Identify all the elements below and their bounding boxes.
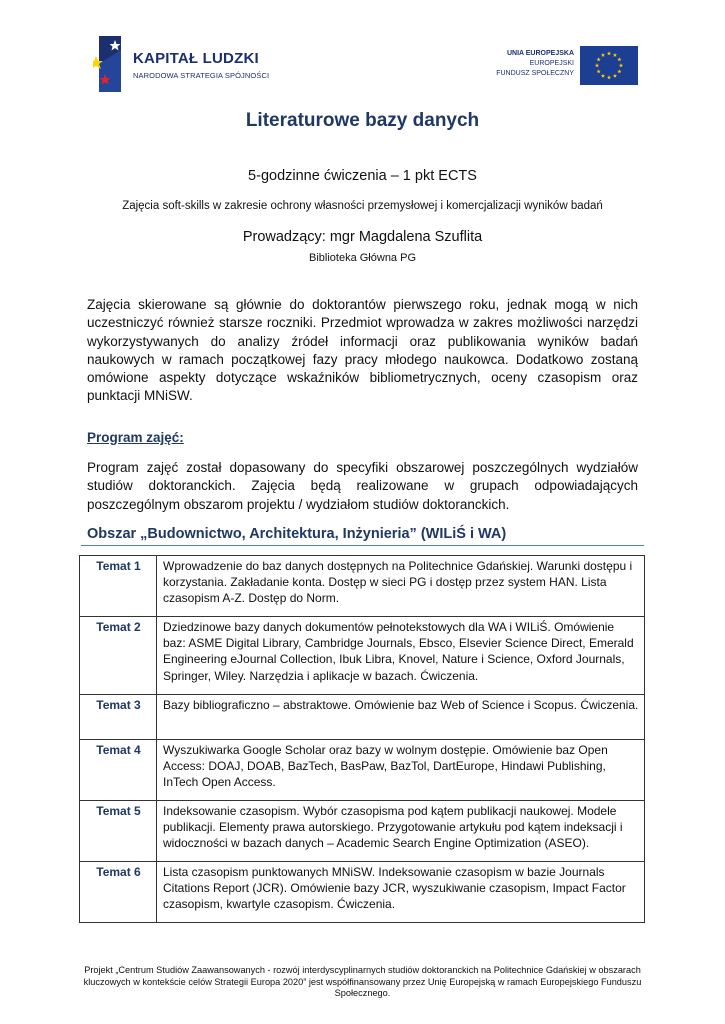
page-header [0, 0, 725, 100]
topic-label: Temat 2 [80, 617, 157, 695]
topic-text: Dziedzinowe bazy danych dokumentów pełnotekstowych dla WA i WILiŚ. Omówienie baz: ASME Digital Library, Cambridge Journals, Ebsco, Elsevier Science Direct, Emerald Engineering eJournal Collection, Ibuk Libra, Knovel, Nature i Science, Oxford Journals, Springer, Wiley. Narzędzia i aplikacje w bazach. Ćwiczenia. [157, 617, 645, 695]
eu-line-2: EUROPEJSKI [529, 60, 574, 67]
table-row [80, 740, 645, 801]
topic-text: Bazy bibliograficzno – abstraktowe. Omówienie baz Web of Science i Scopus. Ćwiczenia. [157, 695, 645, 740]
area-heading-underline [81, 545, 644, 546]
topic-label: Temat 4 [80, 740, 157, 801]
topic-text: Wprowadzenie do baz danych dostępnych na Politechnice Gdańskiej. Warunki dostępu i korzystania. Zakładanie konta. Dostęp w sieci PG i dostęp przez system HAN. Lista czasopism A-Z. Dostęp do Norm. [157, 556, 645, 617]
course-subtitle: 5-godzinne ćwiczenia – 1 pkt ECTS [248, 168, 477, 184]
course-description: Zajęcia soft-skills w zakresie ochrony własności przemysłowej i komercjalizacji wyników badań [122, 200, 603, 212]
page-footer: Projekt „Centrum Studiów Zaawansowanych - rozwój interdyscyplinarnych studiów doktoranckich na Politechnice Gdańskiej w obszarach kluczowych w kontekście celów Strategii Europa 2020” jest współfinansowany przez Unię Europejską w ramach Europejskiego Funduszu Społecznego. [83, 965, 642, 998]
kapital-ludzki-emblem-icon [93, 34, 123, 94]
eu-line-1: UNIA EUROPEJSKA [506, 50, 574, 57]
topic-label: Temat 3 [80, 695, 157, 740]
intro-paragraph: Zajęcia skierowane są głównie do doktorantów pierwszego roku, jednak mogą w nich uczestniczyć również starsze roczniki. Przedmiot wprowadza w zakres możliwości narzędzi wykorzystywanych do analizy źródeł informacji oraz publikowania wyników badań naukowych w ramach początkowej fazy pracy młodego naukowca. Dodatkowo zostaną omówione aspekty dotyczące wskaźników bibliometrycznych, oceny czasopism oraz punktacji MNiSW. [87, 297, 638, 404]
eu-line-3: FUNDUSZ SPOŁECZNY [496, 70, 574, 77]
eu-logo-text [496, 49, 574, 79]
lecturer-name: Prowadzący: mgr Magdalena Szuflita [242, 229, 483, 245]
program-heading: Program zajęć: [87, 430, 184, 445]
topic-label: Temat 5 [80, 801, 157, 862]
table-row [80, 617, 645, 695]
area-heading: Obszar „Budownictwo, Architektura, Inżynieria” (WILiŚ i WA) [87, 526, 507, 542]
topics-table [79, 555, 645, 923]
topic-label: Temat 6 [80, 862, 157, 923]
kapital-ludzki-subtitle: NARODOWA STRATEGIA SPÓJNOŚCI [133, 71, 270, 80]
eu-logo [470, 46, 640, 86]
library-name: Biblioteka Główna PG [309, 252, 416, 264]
topic-label: Temat 1 [80, 556, 157, 617]
kapital-ludzki-logo [93, 34, 268, 94]
topic-text: Lista czasopism punktowanych MNiSW. Indeksowanie czasopism w bazie Journals Citations Report (JCR). Omówienie bazy JCR, wyszukiwanie czasopism, Impact Factor czasopism, kwartyle czasopism. Ćwiczenia. [157, 862, 645, 923]
eu-flag-icon [580, 46, 638, 85]
table-row [80, 862, 645, 923]
kapital-ludzki-title: KAPITAŁ LUDZKI [133, 50, 259, 67]
topic-text: Indeksowanie czasopism. Wybór czasopisma pod kątem publikacji naukowej. Modele publikacji. Elementy prawa autorskiego. Przygotowanie artykułu pod kątem indeksacji i widoczności w bazach danych – Academic Search Engine Optimization (ASEO). [157, 801, 645, 862]
topic-text: Wyszukiwarka Google Scholar oraz bazy w wolnym dostępie. Omówienie baz Open Access: DOAJ, DOAB, BazTech, BasPaw, BazTol, DartEurope, Hindawi Publishing, InTech Open Access. [157, 740, 645, 801]
program-paragraph: Program zajęć został dopasowany do specyfiki obszarowej poszczególnych wydziałów studiów doktoranckich. Zajęcia będą realizowane w grupach odpowiadających poszczególnym obszarom projektu / wydziałom studiów doktoranckich. [87, 460, 638, 512]
table-row [80, 801, 645, 862]
table-row [80, 556, 645, 617]
page-title: Literaturowe bazy danych [245, 110, 480, 131]
table-row [80, 695, 645, 740]
